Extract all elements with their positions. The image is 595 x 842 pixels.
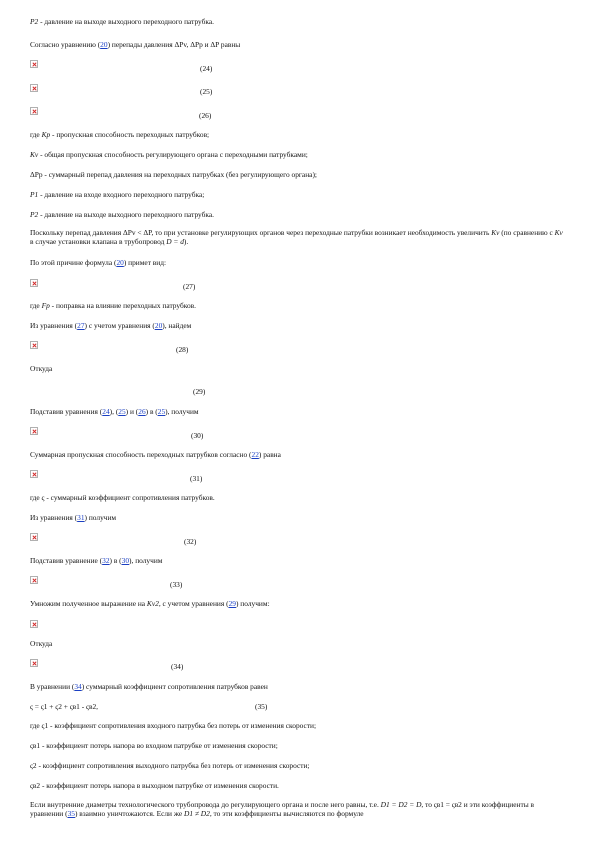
variable-d-equals-d: D = d [166,237,184,247]
paragraph-text: ) в ( [109,556,122,565]
paragraph-p2-definition-repeat [30,211,214,220]
paragraph-text: ) получим [84,513,117,522]
equation-link-31[interactable]: 31 [77,513,85,522]
paragraph-in-equation-34 [30,683,268,692]
variable-p2: P2 [30,17,39,26]
equation-link-26[interactable]: 26 [138,407,146,416]
broken-image-icon [30,60,38,68]
paragraph-substitution [30,408,199,417]
equation-link-34[interactable]: 34 [74,682,82,691]
equation-link-32[interactable]: 32 [102,556,110,565]
paragraph-text: ) в ( [145,407,158,416]
paragraph-text: ) примет вид: [123,258,167,267]
paragraph-text: Если внутренние диаметры технологического трубопровода до регулирующего органа и после него равны, т.е. [30,800,381,809]
paragraph-text: ) перепады давления ΔPv, ΔPp и ΔP равны [107,40,241,49]
variable-kp: Kp [41,130,51,139]
equation-link-35[interactable]: 35 [67,809,75,819]
variable-kv: Kv [30,150,39,159]
paragraph-zetav1-definition: ςв1 - коэффициент потерь напора во входном патрубке от изменения скорости; [30,741,278,750]
paragraph-text: где [30,301,42,310]
paragraph-text: , то ςв1 = ςв2 и эти коэффициенты в уравнении ( [30,800,535,819]
equation-link-22[interactable]: 22 [251,450,259,459]
equation-link-25[interactable]: 25 [118,407,126,416]
broken-image-icon [30,533,38,541]
paragraph-kp-definition [30,131,209,140]
paragraph-substitute-32 [30,557,162,566]
paragraph-text: Умножим полученное выражение на [30,599,147,608]
paragraph-dpp-definition: ΔPp - суммарный перепад давления на переходных патрубках (без регулирующего органа); [30,170,317,179]
paragraph-text: - давление на выходе выходного переходного патрубка. [38,17,215,26]
paragraph-text: Подставив уравнение ( [30,556,103,565]
equation-link-24[interactable]: 24 [102,407,110,416]
paragraph-text: ), найдем [162,321,192,330]
equation-number-35: (35) [255,702,268,711]
paragraph-text: - общая пропускная способность регулирующего органа с переходными патрубками; [38,150,308,159]
equation-number-27: (27) [183,282,196,291]
equation-link-20[interactable]: 20 [116,258,124,267]
paragraph-pressure-drops [30,41,240,50]
broken-image-icon [30,84,38,92]
equation-number-26: (26) [199,111,212,120]
equation-number-30: (30) [191,431,204,440]
paragraph-from-equations [30,322,191,331]
paragraph-text: - давление на входе входного переходного патрубка; [38,190,205,199]
paragraph-zeta1-definition: где ς1 - коэффициент сопротивления входного патрубка без потерь от изменения скорости; [30,721,317,730]
equation-link-30[interactable]: 30 [121,556,130,565]
paragraph-text: ). [183,237,189,247]
equation-number-34: (34) [171,662,184,671]
variable-fp: Fp [41,301,50,310]
paragraph-text: - пропускная способность переходных патрубков; [50,130,210,139]
broken-image-icon [30,341,38,349]
broken-image-icon [30,659,38,667]
variable-p1: P1 [30,190,39,199]
broken-image-icon [30,576,38,584]
equation-link-20[interactable]: 20 [154,321,163,330]
paragraph-text: ) равна [258,450,281,459]
paragraph-text: (по сравнению с [499,228,555,237]
paragraph-text: По этой причине формула ( [30,258,117,267]
paragraph-text: ), получим [129,556,163,565]
equation-number-29: (29) [193,387,206,396]
paragraph-formula-form [30,259,166,268]
paragraph-text: В уравнении ( [30,682,75,691]
equation-number-31: (31) [190,474,203,483]
equation-number-25: (25) [200,87,213,96]
paragraph-text: Суммарная пропускная способность переходных патрубков согласно ( [30,450,252,459]
paragraph-text: Подставив уравнения ( [30,407,103,416]
paragraph-p2-definition [30,18,214,27]
equation-number-24: (24) [200,64,213,73]
equation-link-29[interactable]: 29 [228,599,236,608]
paragraph-from-31 [30,514,116,523]
broken-image-icon [30,470,38,478]
variable-d1-neq-d2: D1 ≠ D2 [184,809,210,819]
paragraph-diameters [30,800,568,819]
paragraph-text: ) и ( [125,407,139,416]
paragraph-fp-definition [30,302,196,311]
paragraph-text: Из уравнения ( [30,321,78,330]
equation-number-28: (28) [176,345,189,354]
paragraph-whence: Откуда [30,364,53,373]
variable-kv: Kv [554,228,563,237]
equation-number-33: (33) [170,580,183,589]
variable-kv2: Kv2 [146,599,159,608]
paragraph-text: - давление на выходе выходного переходного патрубка. [38,210,215,219]
variable-d1-d2-d: D1 = D2 = D [380,800,422,809]
paragraph-p1-definition [30,191,204,200]
paragraph-kv-increase [30,228,568,247]
paragraph-text: Согласно уравнению ( [30,40,101,49]
paragraph-text: Из уравнения ( [30,513,78,522]
paragraph-text: Поскольку перепад давления ΔPv < ΔP, то при установке регулирующих органов через переходные патрубки возникает необходимость увеличить [30,228,492,237]
paragraph-whence-2: Откуда [30,639,53,648]
paragraph-text: где [30,130,42,139]
paragraph-kv-definition [30,151,308,160]
paragraph-zeta2-definition: ς2 - коэффициент сопротивления выходного патрубка без потерь от изменения скорости; [30,761,310,770]
equation-number-32: (32) [184,537,197,546]
broken-image-icon [30,620,38,628]
variable-kv: Kv [491,228,500,237]
paragraph-text: , то эти коэффициенты вычисляются по формуле [209,809,364,819]
paragraph-text: ) суммарный коэффициент сопротивления патрубков равен [81,682,268,691]
variable-p2: P2 [30,210,39,219]
paragraph-text: в случае установки клапана в трубопровод [30,237,167,247]
equation-link-27[interactable]: 27 [77,321,85,330]
paragraph-multiply-kv2 [30,600,270,609]
paragraph-total-capacity [30,451,281,460]
equation-link-20[interactable]: 20 [100,40,108,49]
formula-zeta-sum: ς = ς1 + ς2 + ςв1 - ςв2, [30,702,98,711]
broken-image-icon [30,427,38,435]
paragraph-text: ), получим [165,407,199,416]
broken-image-icon [30,279,38,287]
paragraph-zetav2-definition: ςв2 - коэффициент потерь напора в выходном патрубке от изменения скорости. [30,781,279,790]
paragraph-text: - поправка на влияние переходных патрубков. [49,301,196,310]
equation-link-25[interactable]: 25 [157,407,166,416]
broken-image-icon [30,107,38,115]
paragraph-text: ) с учетом уравнения ( [84,321,155,330]
paragraph-text: , с учетом уравнения ( [158,599,229,608]
paragraph-text: ), ( [109,407,119,416]
paragraph-zeta-definition: где ς - суммарный коэффициент сопротивления патрубков. [30,493,215,502]
paragraph-text: ) получим: [235,599,270,608]
paragraph-text: ) взаимно уничтожаются. Если же [74,809,184,819]
